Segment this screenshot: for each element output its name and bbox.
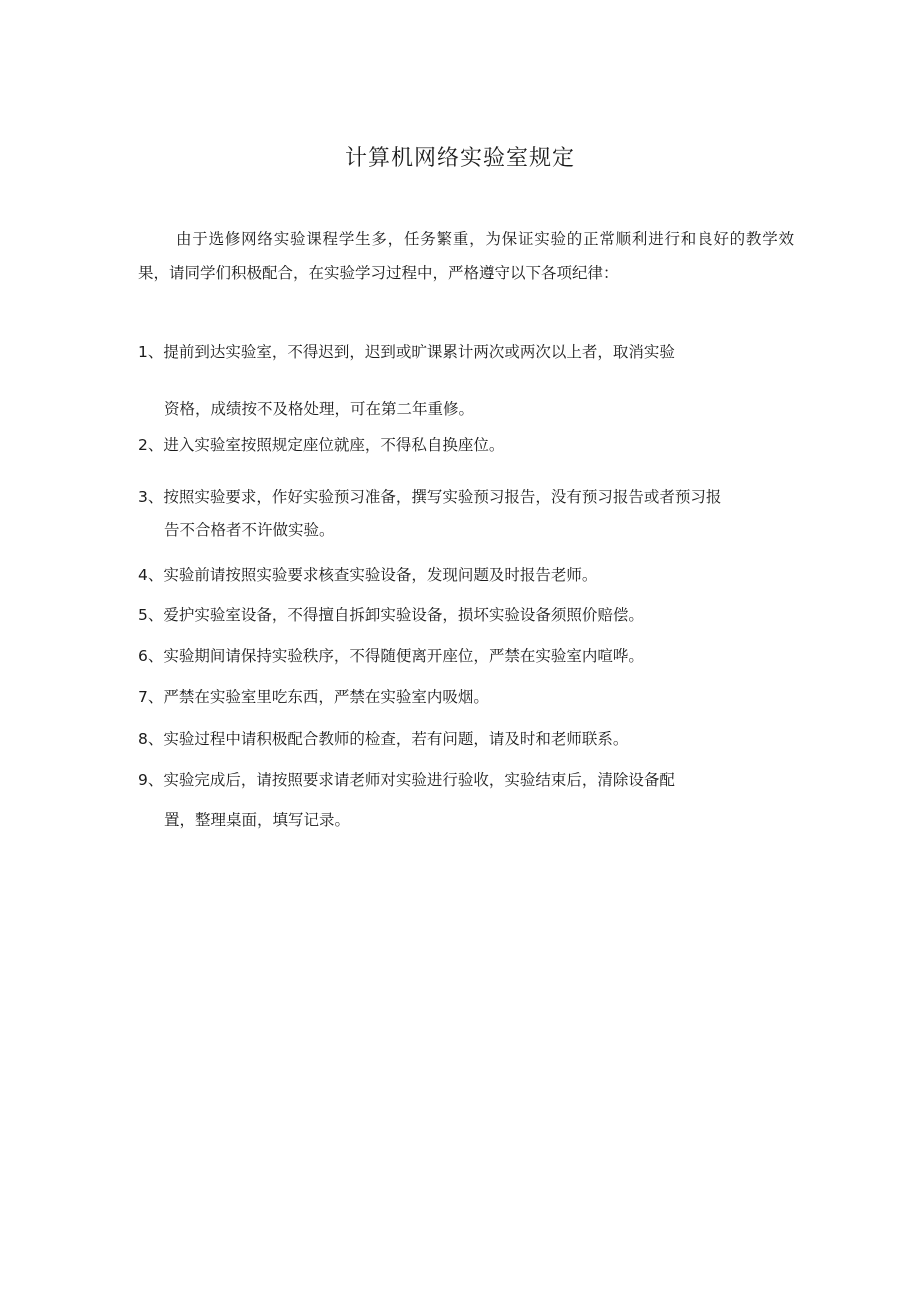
rule-item-3	[138, 483, 798, 544]
rule-item-4	[138, 561, 798, 589]
rule-number: 3、	[138, 488, 164, 506]
rule-text: 严禁在实验室里吃东西，严禁在实验室内吸烟。	[163, 688, 489, 706]
rule-item-7	[138, 683, 798, 711]
rule-number: 5、	[138, 606, 164, 624]
rule-text: 实验完成后，请按照要求请老师对实验进行验收，实验结束后，清除设备配	[163, 771, 675, 789]
rule-text: 按照实验要求，作好实验预习准备，撰写实验预习报告，没有预习报告或者预习报	[163, 488, 722, 506]
rule-number: 9、	[138, 771, 164, 789]
document-title: 计算机网络实验室规定	[344, 146, 575, 171]
rule-item-9	[138, 766, 798, 834]
rule-text: 实验前请按照实验要求核查实验设备，发现问题及时报告老师。	[163, 566, 598, 584]
rule-text-continued: 置，整理桌面，填写记录。	[164, 811, 351, 829]
rule-text: 实验期间请保持实验秩序，不得随便离开座位，严禁在实验室内喧哗。	[163, 647, 644, 665]
rule-text-continued: 资格，成绩按不及格处理，可在第二年重修。	[164, 400, 475, 418]
rule-text: 爱护实验室设备，不得擅自拆卸实验设备，损坏实验设备须照价赔偿。	[163, 606, 644, 624]
rule-text: 提前到达实验室，不得迟到，迟到或旷课累计两次或两次以上者，取消实验	[163, 343, 675, 361]
rule-text: 进入实验室按照规定座位就座，不得私自换座位。	[163, 436, 505, 454]
rule-number: 6、	[138, 647, 164, 665]
rule-number: 7、	[138, 688, 164, 706]
rule-item-2	[138, 431, 798, 459]
rule-number: 4、	[138, 566, 164, 584]
rule-item-8	[138, 725, 798, 753]
rule-number: 1、	[138, 343, 164, 361]
rule-item-1	[138, 338, 798, 423]
rule-number: 8、	[138, 730, 164, 748]
rule-item-6	[138, 642, 798, 670]
rule-item-5	[138, 601, 798, 629]
rule-text: 实验过程中请积极配合教师的检查，若有问题，请及时和老师联系。	[163, 730, 629, 748]
rule-text-continued: 告不合格者不许做实验。	[164, 521, 335, 539]
rule-number: 2、	[138, 436, 164, 454]
intro-paragraph: 由于选修网络实验课程学生多，任务繁重，为保证实验的正常顺利进行和良好的教学效果，请同学们积极配合，在实验学习过程中，严格遵守以下各项纪律：	[138, 230, 794, 282]
